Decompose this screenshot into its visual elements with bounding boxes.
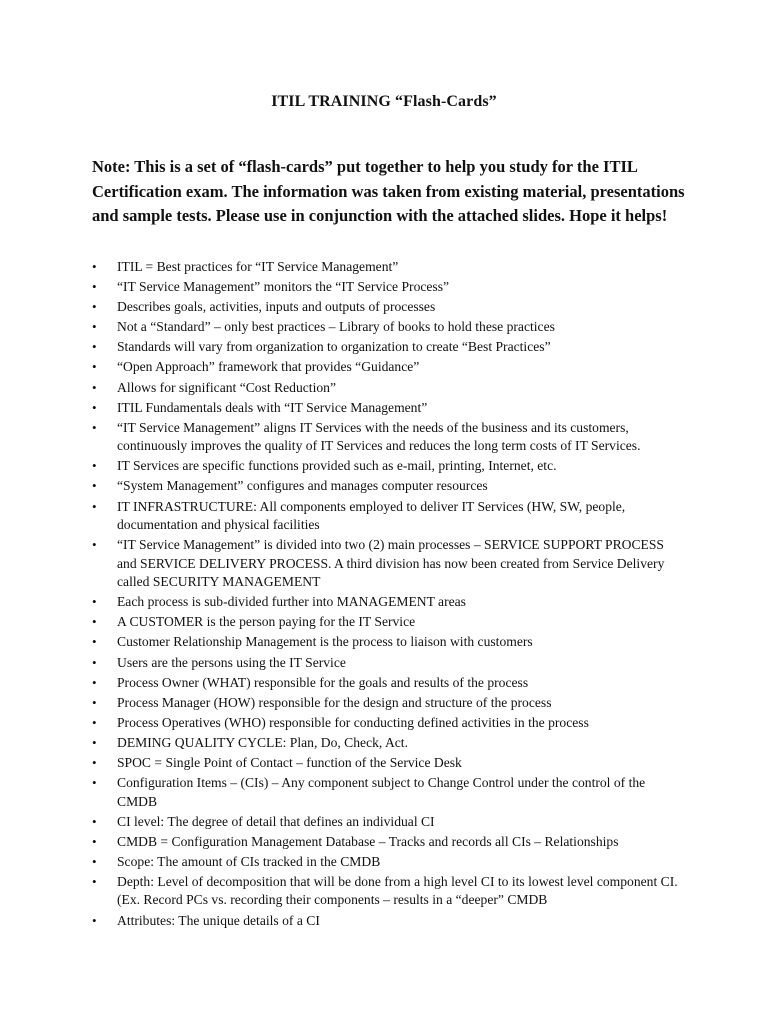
list-item xyxy=(92,734,682,753)
list-item xyxy=(92,477,682,496)
bullet-icon: • xyxy=(92,319,97,335)
list-item xyxy=(92,318,682,337)
list-item-text: “IT Service Management” aligns IT Services with the needs of the business and its customers, continuously improves the quality of IT Services and reduces the long term costs of IT Services. xyxy=(117,419,641,454)
list-item xyxy=(92,694,682,713)
bullet-icon: • xyxy=(92,359,97,375)
bullet-icon: • xyxy=(92,339,97,355)
bullet-icon: • xyxy=(92,259,97,274)
bullet-icon: • xyxy=(92,833,97,849)
list-item-text: SPOC = Single Point of Contact – function of the Service Desk xyxy=(117,754,462,770)
list-item-text: IT INFRASTRUCTURE: All components employed to deliver IT Services (HW, SW, people, documentation and physical facilities xyxy=(117,498,626,533)
list-item-text: Depth: Level of decomposition that will be done from a high level CI to its lowest level component CI. (Ex. Record PCs vs. recording their components – results in a “deeper” CMDB xyxy=(117,873,678,908)
document-title: ITIL TRAINING “Flash-Cards” xyxy=(271,93,497,110)
intro-note: Note: This is a set of “flash-cards” put together to help you study for the ITIL Certification exam. The information was taken from existing material, presentations and sample tests. Please use in conjunction with the attached slides. Hope it helps! xyxy=(92,157,685,225)
list-item-text: ITIL = Best practices for “IT Service Management” xyxy=(117,259,399,274)
bullet-icon: • xyxy=(92,498,97,514)
list-item xyxy=(92,258,682,277)
list-item-text: Describes goals, activities, inputs and outputs of processes xyxy=(117,299,436,315)
bullet-icon: • xyxy=(92,478,97,494)
list-item-text: IT Services are specific functions provided such as e-mail, printing, Internet, etc. xyxy=(117,458,557,474)
list-item xyxy=(92,298,682,317)
bullet-icon: • xyxy=(92,694,97,710)
list-item xyxy=(92,379,682,398)
list-item xyxy=(92,613,682,632)
list-item xyxy=(92,633,682,652)
list-item-text: Users are the persons using the IT Service xyxy=(117,654,346,670)
list-item xyxy=(92,358,682,377)
bullet-icon: • xyxy=(92,714,97,730)
bullet-icon: • xyxy=(92,813,97,829)
list-item xyxy=(92,714,682,733)
list-item xyxy=(92,419,682,456)
bullet-icon: • xyxy=(92,614,97,630)
bullet-icon: • xyxy=(92,873,97,889)
list-item xyxy=(92,853,682,872)
list-item-text: ITIL Fundamentals deals with “IT Service Management” xyxy=(117,399,428,415)
bullet-icon: • xyxy=(92,537,97,553)
list-item xyxy=(92,912,682,931)
bullet-icon: • xyxy=(92,458,97,474)
bullet-icon: • xyxy=(92,775,97,791)
list-item-text: “IT Service Management” monitors the “IT Service Process” xyxy=(117,279,450,295)
bullet-icon: • xyxy=(92,754,97,770)
bullet-icon: • xyxy=(92,299,97,315)
bullet-icon: • xyxy=(92,734,97,750)
list-item xyxy=(92,498,682,535)
list-item-text: Configuration Items – (CIs) – Any component subject to Change Control under the control of the CMDB xyxy=(117,775,646,809)
list-item-text: “Open Approach” framework that provides “Guidance” xyxy=(117,359,420,375)
list-item-text: Not a “Standard” – only best practices – Library of books to hold these practices xyxy=(117,319,555,335)
bullet-icon: • xyxy=(92,674,97,690)
list-item-text: CMDB = Configuration Management Database – Tracks and records all CIs – Relationships xyxy=(117,833,619,849)
list-item xyxy=(92,833,682,852)
list-item xyxy=(92,399,682,418)
bullet-icon: • xyxy=(92,654,97,670)
list-item-text: DEMING QUALITY CYCLE: Plan, Do, Check, Act. xyxy=(117,734,408,750)
list-item xyxy=(92,873,682,910)
bullet-icon: • xyxy=(92,594,97,610)
list-item-text: Attributes: The unique details of a CI xyxy=(117,912,320,928)
list-item xyxy=(92,536,682,592)
bullet-icon: • xyxy=(92,419,97,435)
list-item xyxy=(92,338,682,357)
list-item-text: Process Owner (WHAT) responsible for the goals and results of the process xyxy=(117,674,529,690)
bullet-icon: • xyxy=(92,379,97,395)
list-item-text: CI level: The degree of detail that defines an individual CI xyxy=(117,813,435,829)
bullet-icon: • xyxy=(92,279,97,295)
list-item-text: Customer Relationship Management is the process to liaison with customers xyxy=(117,634,533,650)
list-item-text: Scope: The amount of CIs tracked in the CMDB xyxy=(117,853,381,869)
list-item xyxy=(92,674,682,693)
list-item xyxy=(92,754,682,773)
list-item xyxy=(92,457,682,476)
bullet-icon: • xyxy=(92,399,97,415)
list-item xyxy=(92,593,682,612)
list-item-text: Process Operatives (WHO) responsible for conducting defined activities in the process xyxy=(117,714,589,730)
list-item xyxy=(92,654,682,673)
list-item xyxy=(92,813,682,832)
flash-card-list xyxy=(92,258,682,932)
bullet-icon: • xyxy=(92,634,97,650)
bullet-icon: • xyxy=(92,853,97,869)
list-item-text: Process Manager (HOW) responsible for the design and structure of the process xyxy=(117,694,552,710)
list-item xyxy=(92,278,682,297)
list-item-text: Standards will vary from organization to organization to create “Best Practices” xyxy=(117,339,551,355)
bullet-icon: • xyxy=(92,912,97,928)
list-item xyxy=(92,774,682,811)
list-item-text: A CUSTOMER is the person paying for the IT Service xyxy=(117,614,416,630)
list-item-text: Each process is sub-divided further into MANAGEMENT areas xyxy=(117,594,466,610)
list-item-text: “System Management” configures and manages computer resources xyxy=(117,478,488,494)
list-item-text: “IT Service Management” is divided into two (2) main processes – SERVICE SUPPORT PROCESS and SERVICE DELIVERY PROCESS. A third division has now been created from Service Delivery called SECURITY MANAGEMENT xyxy=(117,537,665,590)
list-item-text: Allows for significant “Cost Reduction” xyxy=(117,379,336,395)
